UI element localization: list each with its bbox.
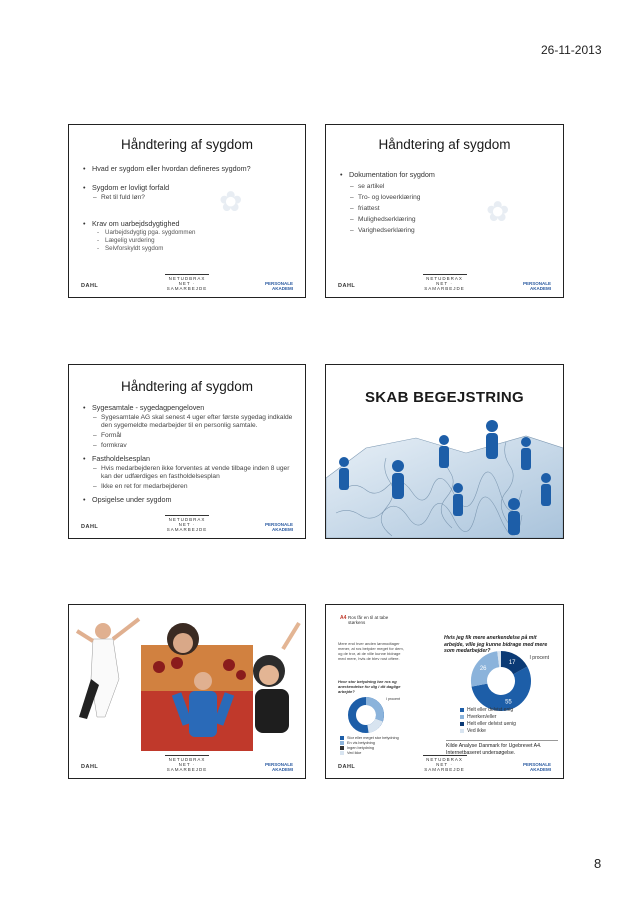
slide-footer [77, 276, 297, 291]
slide-4[interactable] [325, 364, 564, 539]
netudbrax-logo: NETUDBRAX NET · SAMARBEJDE [166, 276, 208, 291]
bullet-list [83, 157, 298, 252]
small-donut-chart [346, 695, 386, 735]
sub-item: - Lægelig vurdering [83, 237, 298, 244]
slide-5[interactable] [68, 604, 306, 779]
personale-akademi-logo: PERSONALE AKADEMI [522, 281, 551, 291]
sub-item: – formkrav [83, 442, 298, 450]
donut-label: 55 [505, 699, 512, 706]
personale-akademi-logo: PERSONALE AKADEMI [522, 762, 551, 772]
sub-item: – Varighedserklæring [340, 227, 555, 234]
sub-item: – Tro- og loveerklæring [340, 194, 555, 201]
page-date: 26-11-2013 [541, 43, 602, 57]
dahl-logo: DAHL [81, 524, 99, 530]
netudbrax-logo: NETUDBRAX NET · SAMARBEJDE [166, 517, 208, 532]
sub-item: – Ikke en ret for medarbejderen [83, 483, 298, 491]
sub-item: – Hvis medarbejderen ikke forventes at vende tilbage inden 8 uger kan der udfærdiges en fastholdelsesplan [83, 465, 298, 481]
netudbrax-logo: NETUDBRAX NET · SAMARBEJDE [424, 276, 465, 291]
small-chart-legend: Stor eller meget stor betydning En vis betydning Ingen betydning Ved ikke [340, 736, 410, 756]
chart-question: Hvis jeg fik mere anerkendelse på mit arbejde, ville jeg kunne bidrage med mere som medarbejder? [444, 635, 548, 654]
article-unit: I procent [386, 697, 400, 701]
dahl-logo: DAHL [81, 283, 99, 289]
sub-item: – Mulighedserklæring [340, 216, 555, 223]
chart-unit: I procent [529, 655, 549, 661]
sub-item: – Formål [83, 432, 298, 440]
netudbrax-logo: NETUDBRAX NET · SAMARBEJDE [424, 757, 465, 772]
legend-item: Ved ikke [460, 728, 516, 735]
bullet-item: • Dokumentation for sygdom [340, 170, 555, 179]
article-headline: Ros får en til at tabe størkens [348, 615, 389, 625]
slide-title: SKAB BEGEJSTRING [365, 389, 524, 406]
page-number: 8 [594, 856, 602, 871]
donut-chart [466, 649, 536, 713]
sub-item: – Ret til fuld løn? [83, 194, 298, 201]
bullet-item: • Hvad er sygdom eller hvordan defineres sygdom? [83, 164, 298, 173]
donut-slice-1 [479, 659, 498, 685]
dahl-logo: DAHL [81, 764, 99, 770]
bullet-item: • Sygdom er lovligt forfald [83, 183, 298, 192]
slide-footer [77, 757, 297, 772]
bullet-list [340, 163, 555, 234]
article-body: Mere end hver anden lønmodtager mener, at ros betyder meget for dem, og de tror, at de ville kunne bidrage med mere, hvis de blev rost oftere. [338, 641, 404, 661]
legend-item: Hverken/eller [460, 714, 516, 721]
personale-akademi-logo: PERSONALE AKADEMI [264, 281, 293, 291]
legend-item: Helt eller delvist uenig [460, 721, 516, 728]
legend-item: Helt eller delvist enig [460, 707, 516, 714]
people-collage-image [69, 609, 305, 759]
slide-1[interactable] [68, 124, 306, 298]
sub-item: - Selvforskyldt sygdom [83, 245, 298, 252]
slide-6[interactable] [325, 604, 564, 779]
puzzle-people-image [326, 418, 563, 538]
bullet-item: • Opsigelse under sygdom [83, 495, 298, 504]
personale-akademi-logo: PERSONALE AKADEMI [264, 522, 293, 532]
puzzle-watermark-icon: ✿ [219, 186, 243, 217]
slide-2[interactable] [325, 124, 564, 298]
slide-title: Håndtering af sygdom [120, 137, 254, 152]
puzzle-watermark-icon: ✿ [486, 196, 510, 227]
slide-footer [334, 276, 555, 291]
personale-akademi-logo: PERSONALE AKADEMI [264, 762, 293, 772]
dahl-logo: DAHL [338, 283, 356, 289]
chart-source: Kilde Analyse Danmark for Ugebrevet A4. Internetbaseret undersøgelse. [446, 740, 558, 756]
netudbrax-logo: NETUDBRAX NET · SAMARBEJDE [166, 757, 208, 772]
bullet-item: • Fastholdelsesplan [83, 454, 298, 463]
sub-item: – Sygesamtale AG skal senest 4 uger efter første sygedag indkalde den sygemeldte medarbejder til en personlig samtale. [83, 414, 298, 430]
slide-footer [77, 517, 297, 532]
bullet-list [83, 399, 298, 504]
slide-footer [334, 757, 555, 772]
article-question: Hvor stor betydning har ros og anerkendelse for dig i dit daglige arbejde? [338, 679, 401, 694]
bullet-item: • Sygesamtale - sygedagpengeloven [83, 403, 298, 412]
sub-item: – friattest [340, 205, 555, 212]
a4-badge: A4 [340, 615, 347, 621]
donut-label: 26 [479, 666, 487, 673]
bullet-item: • Krav om uarbejdsdygtighed [83, 219, 298, 228]
sub-item: – se artikel [340, 183, 555, 190]
chart-legend [460, 707, 516, 735]
slide-title: Håndtering af sygdom [378, 137, 511, 152]
donut-label: 17 [508, 660, 516, 667]
sub-item: - Uarbejdsdygtig pga. sygdommen [83, 229, 298, 236]
slide-3[interactable] [68, 364, 306, 539]
dahl-logo: DAHL [338, 764, 356, 770]
slide-title: Håndtering af sygdom [120, 379, 254, 394]
